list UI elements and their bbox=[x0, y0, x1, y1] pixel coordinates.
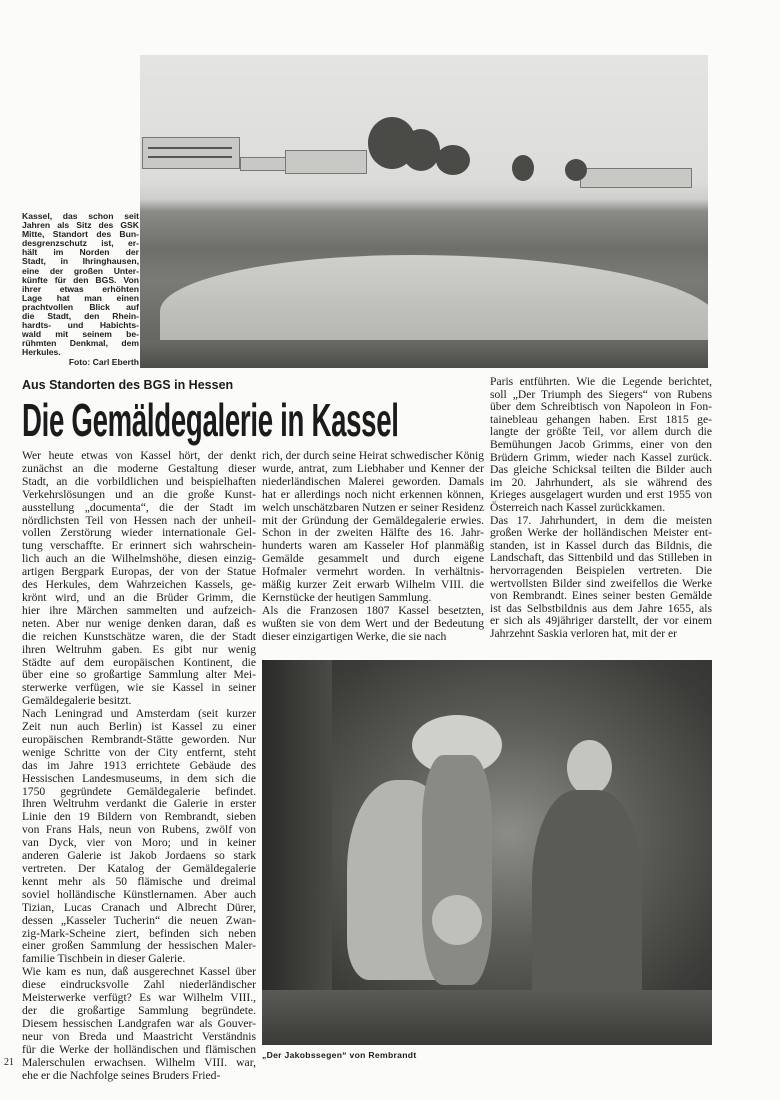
text-line: Verkehrslösungen und an die große Kunst- bbox=[22, 487, 256, 501]
paragraph bbox=[22, 450, 256, 708]
caption-line: künfte für den BGS. Von bbox=[22, 274, 139, 285]
text-line: Gemäldegalerie besitzt. bbox=[22, 694, 132, 708]
caption-line: rühmten Denkmal, dem bbox=[22, 338, 139, 349]
caption-line: Herkules. bbox=[22, 347, 61, 358]
tree bbox=[512, 155, 534, 181]
text-line: tainebleau gehangen haben. Erst 1815 ge- bbox=[490, 412, 712, 426]
text-line: Zeit nun auch Berlin) ist Kassel zu einer bbox=[22, 720, 256, 734]
curtain bbox=[262, 660, 332, 1045]
text-line: neur von Breda und Maastricht Verständnis bbox=[22, 1029, 256, 1043]
paragraph bbox=[262, 605, 484, 644]
text-line: ihren Weltruhm gaben. Es gibt nur wenig bbox=[22, 642, 256, 656]
text-line: standen, ist in Kassel durch das Bildnis, die bbox=[490, 538, 712, 552]
figure-child bbox=[432, 895, 482, 945]
building-windows bbox=[148, 156, 232, 158]
text-line: wußten sie von dem Wert und der Bedeutung bbox=[262, 616, 484, 630]
figure-asenath bbox=[532, 790, 642, 1020]
text-line: Städte auf dem europäischen Kontinent, die bbox=[22, 655, 256, 669]
painting-caption: „Der Jakobssegen“ von Rembrandt bbox=[262, 1050, 417, 1060]
text-line: lich auch an die Wilhelmshöhe, diesen einzig- bbox=[22, 552, 256, 566]
tree bbox=[436, 145, 470, 175]
text-line: Als die Franzosen 1807 Kassel besetzten, bbox=[262, 603, 484, 617]
building bbox=[285, 150, 367, 174]
text-line: des Herkules, dem Wahrzeichen Kassels, ge- bbox=[22, 578, 256, 592]
text-line: Malerschulen erwachsen. Wilhelm VIII. war, bbox=[22, 1055, 256, 1069]
text-line: Brüdern Grimm, wieder nach Kassel zurück. bbox=[490, 450, 712, 464]
caption-line: Mitte, Standort des Bun- bbox=[22, 229, 139, 240]
text-line: Nach Leningrad und Amsterdam (seit kurzer bbox=[22, 707, 256, 721]
text-line: van Dyck, vier von Moro; und in keiner bbox=[22, 836, 256, 850]
text-line: rich, der durch seine Heirat schwedischer König bbox=[262, 449, 484, 462]
photo-credit: Foto: Carl Eberth bbox=[68, 356, 139, 367]
text-line: wurde, antrat, zum Liebhaber und Kenner der bbox=[262, 461, 484, 475]
river-bank bbox=[140, 340, 708, 368]
text-line: nördlichsten Teil von Hessen nach der unheil- bbox=[22, 513, 256, 527]
text-line: Österreich nach Kassel zurückkamen. bbox=[490, 500, 666, 514]
building bbox=[580, 168, 692, 188]
caption-line: Stadt, in Ihringhausen, bbox=[22, 256, 139, 267]
text-line: er sich als 49jähriger darstellt, der vor einem bbox=[490, 614, 712, 628]
caption-line: die Stadt, den Rhein- bbox=[22, 311, 139, 322]
text-line: über eine so großartige Sammlung alter Mei- bbox=[22, 668, 256, 682]
photo-caption bbox=[22, 212, 139, 367]
text-line: Paris entführten. Wie die Legende berichtet, bbox=[490, 375, 712, 388]
text-line: Gemälde gesammelt und durch eigene bbox=[262, 552, 484, 566]
text-line: familie Tischbein in dieser Galerie. bbox=[22, 952, 186, 966]
caption-line: wald mit seinem be- bbox=[22, 329, 139, 340]
text-line: hunderts waren am Kasseler Hof planmäßig bbox=[262, 539, 484, 553]
text-line: europäischen Rembrandt-Stätte geworden. Nur bbox=[22, 732, 256, 746]
text-line: Jahrzehnt Saskia verloren hat, mit der er bbox=[490, 626, 678, 640]
text-line: wenige Schritte von der City entfernt, steht bbox=[22, 745, 256, 759]
text-line: vertreten. Der Katalog der Gemäldegalerie bbox=[22, 862, 256, 875]
text-line: soviel holländische Künstlernamen. Aber auch bbox=[22, 887, 256, 901]
text-line: mit der Gründung der Gemäldegalerie erwies. bbox=[262, 513, 484, 527]
paragraph bbox=[22, 708, 256, 966]
caption-line: eine der großen Unter- bbox=[22, 265, 139, 276]
text-line: Stadt, an die vorbildlichen und beispielhaften bbox=[22, 474, 256, 488]
text-line: wertvollsten Bilder sind zweifellos die Werke bbox=[490, 576, 712, 590]
text-line: diese eindrucksvolle Zahl niederländischer bbox=[22, 978, 256, 992]
text-line: im 20. Jahrhundert, als sie während des bbox=[490, 475, 712, 489]
jakobssegen-painting bbox=[262, 660, 712, 1045]
paragraph bbox=[490, 515, 712, 641]
text-line: Diesem hessischen Landgrafen war als Gouver- bbox=[22, 1016, 256, 1030]
caption-line: Lage hat man einen bbox=[22, 292, 139, 303]
text-line: das im Jahre 1913 errichtete Gebäude des bbox=[22, 758, 256, 772]
text-line: Tizian, Lucas Cranach und Albrecht Dürer, bbox=[22, 900, 256, 914]
kassel-landscape-photo bbox=[140, 55, 708, 368]
article-title: Die Gemäldegalerie in Kassel bbox=[22, 394, 399, 446]
section-kicker: Aus Standorten des BGS in Hessen bbox=[22, 378, 234, 392]
caption-line: prachtvollen Blick auf bbox=[22, 301, 139, 312]
text-column-2 bbox=[262, 450, 484, 644]
text-line: über dem Schreibtisch von Napoleon in Fon- bbox=[490, 400, 712, 414]
bed-cover bbox=[262, 990, 712, 1045]
text-line: dieser einzigartigen Werke, die sie nach bbox=[262, 629, 447, 643]
text-line: sterwerke verfügen, wie sie Kassel in seiner bbox=[22, 681, 256, 695]
text-line: großen Werke der holländischen Meister ent- bbox=[490, 526, 712, 540]
text-line: tung verschaffte. Er erinnert sich wahrschein- bbox=[22, 539, 256, 553]
text-line: krönt wird, und an die Brüder Grimm, die bbox=[22, 590, 256, 604]
caption-line: Kassel, das schon seit bbox=[22, 211, 139, 221]
text-line: kennt mehr als 50 flämische und dreimal bbox=[22, 874, 256, 888]
text-line: Hofmaler vermehrt worden. In verhältnis- bbox=[262, 565, 484, 579]
text-line: zunächst an die moderne Gestaltung dieser bbox=[22, 461, 256, 475]
text-line: Wer heute etwas von Kassel hört, der denkt bbox=[22, 449, 256, 462]
building-windows bbox=[148, 147, 232, 149]
figure-asenath-face bbox=[567, 740, 612, 795]
building bbox=[142, 137, 240, 169]
text-line: dessen „Kasseler Tucherin“ die neuen Zwan- bbox=[22, 913, 256, 927]
text-line: von Frans Hals, neun von Rubens, zwölf von bbox=[22, 823, 256, 837]
text-line: der die großartige Sammlung begründete. bbox=[22, 1003, 256, 1017]
text-line: ist das Selbstbildnis aus dem Jahre 1655, als bbox=[490, 601, 712, 615]
text-line: vollen Zerstörung wieder internationale Gel- bbox=[22, 526, 256, 540]
text-line: mäßig kurzer Zeit erwarb Wilhelm VIII. die bbox=[262, 578, 484, 592]
paragraph bbox=[262, 450, 484, 605]
text-line: anderen Galerie ist Jakob Jordaens so stark bbox=[22, 849, 256, 863]
caption-line: Jahren als Sitz des GSK bbox=[22, 220, 139, 231]
tree bbox=[565, 159, 587, 181]
text-line: Ihren Weltruhm verdankt die Galerie in erster bbox=[22, 797, 256, 811]
text-line: Meisterwerke verfügt? Es war Wilhelm VIII., bbox=[22, 991, 256, 1005]
caption-line: desgrenzschutz ist, er- bbox=[22, 238, 139, 249]
text-line: 1750 gegründete Gemäldegalerie befindet. bbox=[22, 784, 256, 798]
text-line: Das gleiche Schicksal teilten die Bilder auch bbox=[490, 463, 712, 477]
building bbox=[240, 157, 287, 171]
paragraph bbox=[22, 966, 256, 1082]
caption-line: ihrer etwas erhöhten bbox=[22, 283, 139, 294]
tree bbox=[402, 129, 440, 171]
text-line: Landschaft, das Sittenbild und das Stilleben in bbox=[490, 551, 712, 565]
text-line: hier ihre Märchen sammelten und aufzeich- bbox=[22, 603, 256, 617]
text-line: Kernstücke der heutigen Sammlung. bbox=[262, 590, 432, 604]
text-line: welch unschätzbaren Nutzen er seiner Residenz bbox=[262, 500, 484, 514]
caption-line: hardts- und Habichts- bbox=[22, 320, 139, 331]
text-line: die reichen Kunstschätze waren, die der Stadt bbox=[22, 629, 256, 643]
text-line: ausstellung „documenta“, die der Stadt im bbox=[22, 500, 256, 514]
text-line: neten. Aber nur wenige denken daran, daß es bbox=[22, 616, 256, 630]
caption-line: hält im Norden der bbox=[22, 247, 139, 258]
text-line: Krieges ausgelagert wurden und erst 1955 von bbox=[490, 488, 712, 502]
text-line: Hessischen Landesmuseums, in dem sich die bbox=[22, 771, 256, 785]
text-line: Schon in der zweiten Hälfte des 16. Jahr- bbox=[262, 526, 484, 540]
text-line: hervorragenden Beispielen vertreten. Die bbox=[490, 563, 712, 577]
text-line: artigen Bergpark Europas, der von der Statue bbox=[22, 565, 256, 579]
text-line: von Rembrandt. Eines seiner besten Gemälde bbox=[490, 589, 712, 603]
text-line: Linie den 19 Bildern von Rembrandt, sieben bbox=[22, 810, 256, 824]
text-line: einer großen Sammlung der hessischen Maler- bbox=[22, 939, 256, 953]
text-line: Bemühungen Jacob Grimms, einer von den bbox=[490, 437, 712, 451]
text-line: langte der größte Teil, vor allem durch die bbox=[490, 425, 712, 439]
text-line: niederländischen Malerei geworden. Damals bbox=[262, 474, 484, 488]
text-column-3 bbox=[490, 376, 712, 640]
paragraph bbox=[490, 376, 712, 515]
text-line: ehe er die Nachfolge seines Bruders Fried- bbox=[22, 1068, 221, 1082]
text-line: für die Werke der holländischen und flämischen bbox=[22, 1042, 256, 1056]
page-number: 21 bbox=[4, 1057, 14, 1068]
text-column-1 bbox=[22, 450, 256, 1082]
text-line: Wie kam es nun, daß ausgerechnet Kassel über bbox=[22, 965, 256, 979]
text-line: soll „Der Triumph des Siegers“ von Rubens bbox=[490, 387, 712, 401]
text-line: zig-Mark-Scheine ziert, befinden sich neben bbox=[22, 926, 256, 940]
text-line: Das 17. Jahrhundert, in dem die meisten bbox=[490, 513, 712, 527]
text-line: hat er allerdings noch nicht erkennen können, bbox=[262, 487, 484, 501]
figure-joseph bbox=[422, 755, 492, 985]
